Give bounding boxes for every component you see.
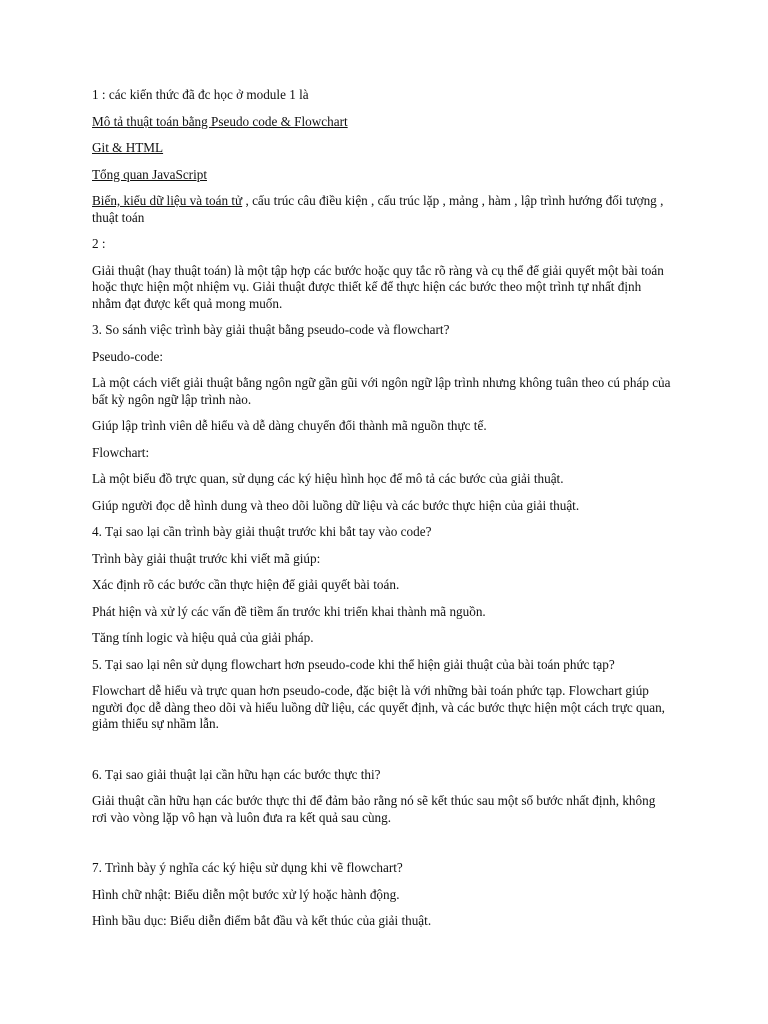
spacer <box>92 836 672 860</box>
module-topic-list <box>92 193 672 226</box>
q4-point-3: Tăng tính logic và hiệu quả của giải pháp. <box>92 630 314 645</box>
q6-answer: Giải thuật cần hữu hạn các bước thực thi để đảm bảo rằng nó sẽ kết thúc sau một số bước nhất định, không rơi vào vòng lặp vô hạn và luôn đưa ra kết quả sau cùng. <box>92 793 656 825</box>
q1-heading: 1 : các kiến thức đã đc học ở module 1 là <box>92 87 309 102</box>
q2-heading: 2 : <box>92 236 106 251</box>
module-topic-rest: , cấu trúc câu điều kiện , cấu trúc lặp , mảng , hàm , lập trình hướng đối tượng , thuật toán <box>92 193 664 225</box>
q5-heading: 5. Tại sao lại nên sử dụng flowchart hơn pseudo-code khi thể hiện giải thuật của bài toán phức tạp? <box>92 656 615 672</box>
q4-heading: 4. Tại sao lại cần trình bày giải thuật trước khi bắt tay vào code? <box>92 524 432 539</box>
pseudocode-benefit: Giúp lập trình viên dễ hiểu và dễ dàng chuyển đổi thành mã nguồn thực tế. <box>92 418 487 433</box>
q7-heading: 7. Trình bày ý nghĩa các ký hiệu sử dụng khi vẽ flowchart? <box>92 860 403 875</box>
q2-answer: Giải thuật (hay thuật toán) là một tập hợp các bước hoặc quy tắc rõ ràng và cụ thể để giải quyết một bài toán hoặc thực hiện một nhiệm vụ. Giải thuật được thiết kế để thực hiện các bước theo một trình tự nhất định nhằm đạt được kết quả mong muốn. <box>92 262 664 311</box>
q3-heading: 3. So sánh việc trình bày giải thuật bằng pseudo-code và flowchart? <box>92 322 450 337</box>
q7-rectangle-meaning: Hình chữ nhật: Biểu diễn một bước xử lý hoặc hành động. <box>92 886 400 902</box>
module-topic-javascript-overview: Tổng quan JavaScript <box>92 166 207 182</box>
pseudocode-definition: Là một cách viết giải thuật bằng ngôn ngữ gần gũi với ngôn ngữ lập trình nhưng không tuân theo cú pháp của bất kỳ ngôn ngữ lập trình nào. <box>92 375 671 407</box>
flowchart-definition: Là một biểu đồ trực quan, sử dụng các ký hiệu hình học để mô tả các bước của giải thuật. <box>92 471 564 486</box>
q4-point-1: Xác định rõ các bước cần thực hiện để giải quyết bài toán. <box>92 577 400 592</box>
module-topic-pseudocode-flowchart: Mô tả thuật toán bằng Pseudo code & Flowchart <box>92 113 348 129</box>
q6-heading: 6. Tại sao giải thuật lại cần hữu hạn các bước thực thi? <box>92 766 381 782</box>
module-topic-git-html: Git & HTML <box>92 140 164 155</box>
q4-point-2: Phát hiện và xử lý các vấn đề tiềm ẩn trước khi triển khai thành mã nguồn. <box>92 603 486 619</box>
spacer <box>92 743 672 767</box>
q5-answer: Flowchart dễ hiểu và trực quan hơn pseudo-code, đặc biệt là với những bài toán phức tạp. Flowchart giúp người đọc dễ dàng theo dõi và hiểu luồng dữ liệu, các quyết định, và các bước thực hiện một cách trực quan, giảm thiểu sự nhầm lẫn. <box>92 683 665 731</box>
document-body <box>92 87 672 940</box>
flowchart-benefit: Giúp người đọc dễ hình dung và theo dõi luồng dữ liệu và các bước thực hiện của giải thuật. <box>92 497 580 513</box>
q7-oval-meaning: Hình bầu dục: Biểu diễn điểm bắt đầu và kết thúc của giải thuật. <box>92 913 432 928</box>
pseudocode-label: Pseudo-code: <box>92 348 164 364</box>
module-topic-variables: Biến, kiểu dữ liệu và toán tử <box>92 193 243 208</box>
q4-intro: Trình bày giải thuật trước khi viết mã giúp: <box>92 550 321 566</box>
flowchart-label: Flowchart: <box>92 444 150 460</box>
